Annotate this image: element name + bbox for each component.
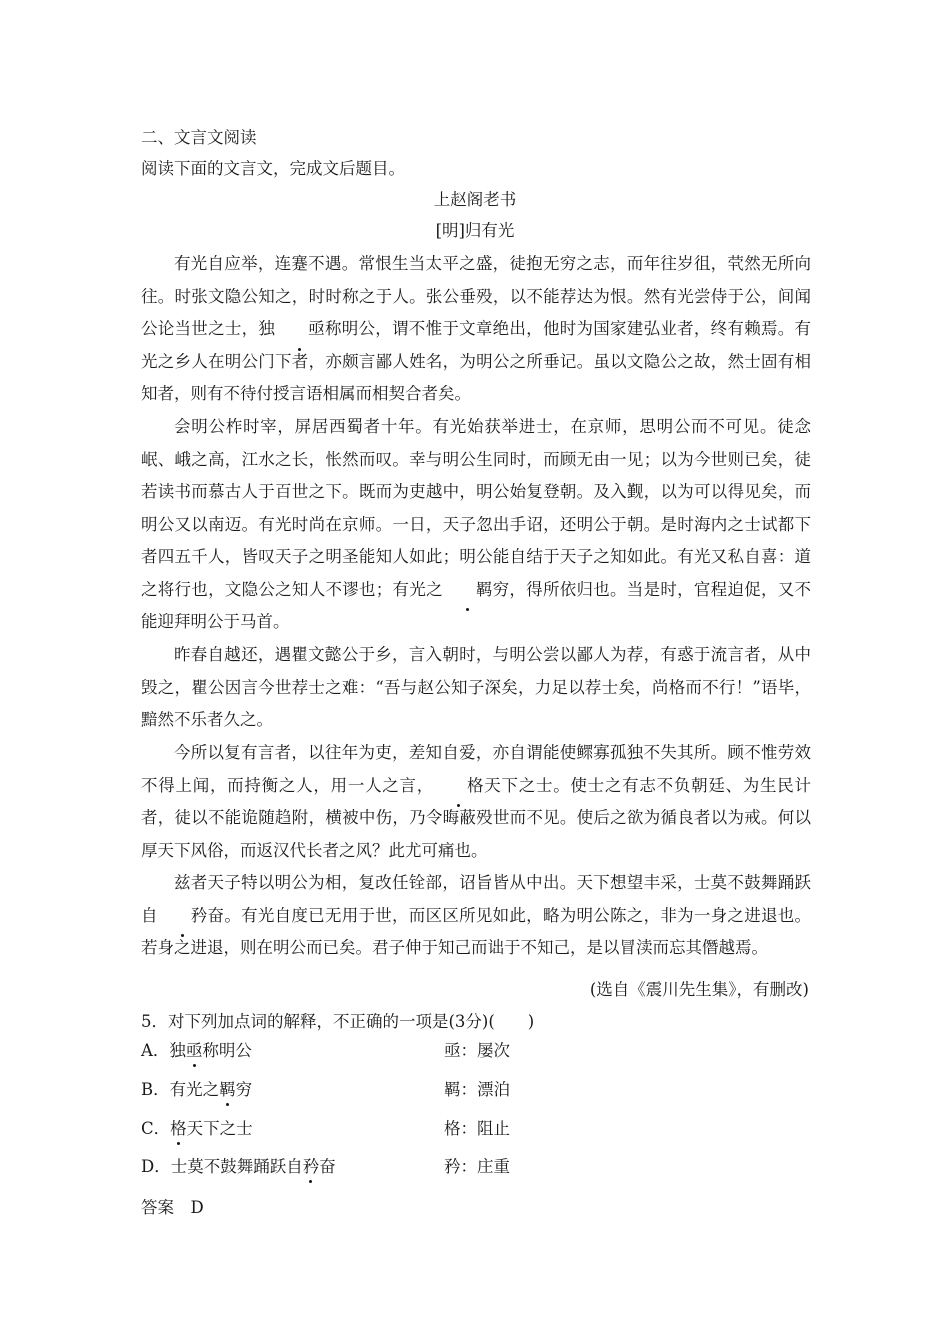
emphasized-word: 矜 [158, 900, 208, 933]
essay-title: 上赵阁老书 [433, 190, 517, 209]
option-gloss: 羁：漂泊 [444, 1080, 510, 1099]
option-suffix: 穷 [235, 1080, 253, 1099]
source-citation: (选自《震川先生集》，有删改) [589, 980, 809, 999]
essay-paragraph-1 [141, 248, 811, 411]
option-text [141, 1040, 252, 1062]
option-gloss: 格：阻止 [444, 1119, 510, 1138]
option-suffix: 称明公 [202, 1041, 252, 1060]
option-gloss: 亟：屡次 [444, 1041, 510, 1060]
option-a[interactable] [141, 1040, 809, 1062]
emphasized-word: 亟 [275, 313, 325, 346]
paragraph-text: 穷，得所依归也。当是时，官程迫促，又不能迎拜明公于马首。 [141, 579, 812, 631]
emphasized-word: 羁 [219, 1080, 236, 1099]
emphasized-word: 矜 [302, 1157, 320, 1176]
essay-paragraph-2 [141, 411, 811, 639]
paragraph-text: 天下之士。使士之有志不负朝廷、为生民计者，徒以不能诡随趋附，横被中伤，乃令晦蔽殁世而不见。使后之欲为循良者以为戒。何以厚天下风俗，而返汉代长者之风？此尤可痛也。 [141, 775, 812, 860]
paragraph-text: 有光自应举，连蹇不遇。常恨生当太平之盛，徒抱无穷之志，而年往岁徂，茕然无所向往。时张文隐公知之，时时称之于人。张公垂殁，以不能荐达为恨。然有光尝侍于公，间闻公论当世之士，独 [141, 254, 811, 338]
option-prefix: A．独 [141, 1041, 186, 1060]
option-text [141, 1079, 252, 1101]
option-prefix: C． [141, 1119, 171, 1138]
paragraph-text: 昨春自越还，遇瞿文懿公于乡，言入朝时，与明公尝以鄙人为荐，有惑于流言者，从中毁之，瞿公因言今世荐士之难：“吾与赵公知子深矣，力足以荐士矣，尚格而不行！”语毕，黯然不乐者久之。 [141, 645, 811, 729]
reading-instruction: 阅读下面的文言文，完成文后题目。 [141, 159, 405, 178]
emphasized-word: 格 [170, 1119, 187, 1138]
option-d[interactable] [141, 1156, 809, 1178]
essay-paragraph-4 [141, 737, 811, 867]
answer-line: 答案 D [141, 1198, 204, 1217]
paragraph-text: 会明公柞时宰，屏居西蜀者十年。有光始获举进士，在京师，思明公而不可见。徒念岷、峨之高，江水之长，怅然而叹。幸与明公生同时，而顾无由一见；以为今世则已矣，徒若读书而慕古人于百世之下。既而为吏越中，明公始复登朝。及入觐，以为可以得见矣，而明公又以南迈。有光时尚在京师。一日，天子忽出手诏，还明公于朝。是时海内之士试都下者四五千人，皆叹天子之明圣能知人如此；明公能自结于天子之知如此。有光又私自喜：道之将行也，文隐公之知人不谬也；有光之 [141, 417, 811, 599]
paragraph-text: 称明公，谓不惟于文章绝出，他时为国家建弘业者，终有赖焉。有光之乡人在明公门下者，亦颇言鄙人姓名，为明公之所垂记。虽以文隐公之故，然士固有相知者，则有不待付授言语相属而相契合者矣。 [141, 319, 812, 403]
emphasized-word: 格 [434, 770, 484, 803]
essay-paragraph-5 [141, 867, 811, 965]
option-text [141, 1156, 336, 1178]
essay-paragraph-3 [141, 639, 811, 737]
option-prefix: B．有光之 [141, 1080, 220, 1099]
option-c[interactable] [141, 1118, 809, 1140]
emphasized-word: 羁 [443, 574, 493, 607]
question-stem: 5．对下列加点词的解释，不正确的一项是(3分)( ) [141, 1012, 535, 1031]
option-suffix: 奋 [319, 1157, 336, 1176]
paragraph-text: 兹者天子特以明公为相，复改任铨部，诏旨皆从中出。天下想望丰采，士莫不鼓舞踊跃自 [141, 873, 811, 925]
option-prefix: D．士莫不鼓舞踊跃自 [141, 1157, 303, 1176]
option-text [141, 1118, 253, 1140]
option-suffix: 天下之士 [186, 1119, 253, 1138]
emphasized-word: 亟 [185, 1041, 203, 1060]
essay-author: [明]归有光 [435, 221, 515, 240]
option-gloss: 矜：庄重 [444, 1157, 510, 1176]
paragraph-text: 今所以复有言者，以往年为吏，差知自爱，亦自谓能使鳏寡孤独不失其所。顾不惟劳效不得上闻，而持衡之人，用一人之言， [141, 743, 811, 795]
option-b[interactable] [141, 1079, 809, 1101]
paragraph-text: 奋。有光自度已无用于世，而区区所见如此，略为明公陈之，非为一身之进退也。若身之进退，则在明公而已矣。君子伸于知己而诎于不知己，是以冒渎而忘其僭越焉。 [141, 905, 812, 957]
section-heading: 二、文言文阅读 [141, 128, 257, 147]
